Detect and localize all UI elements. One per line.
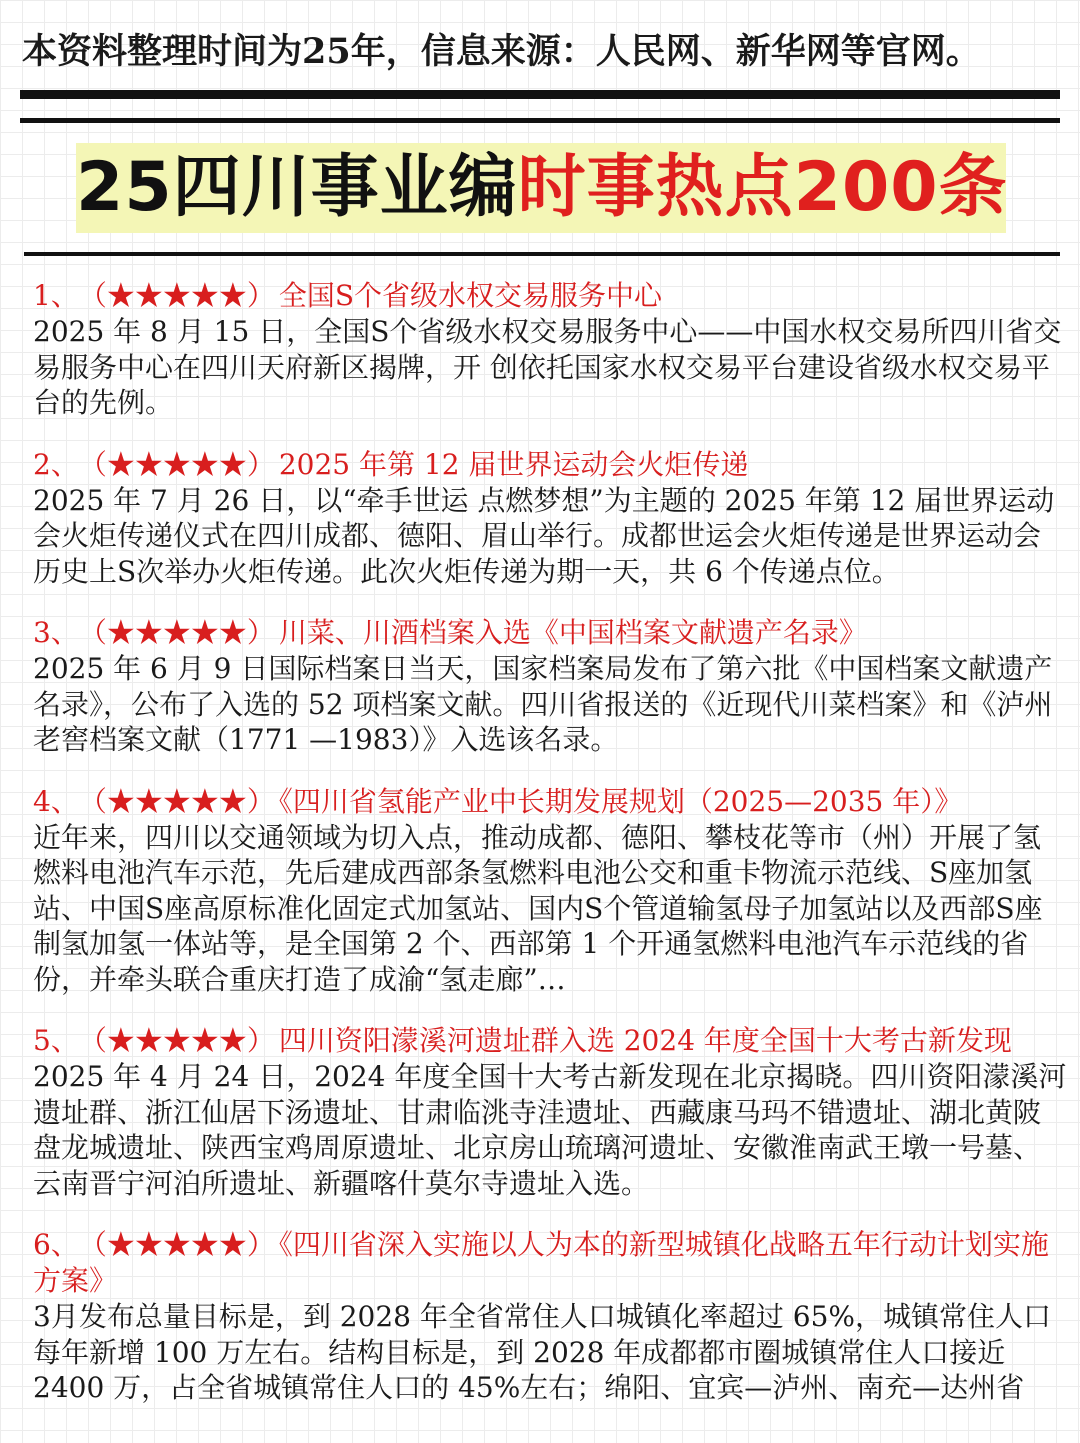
news-item: [33, 1227, 1068, 1406]
item-number: 1、: [33, 279, 79, 312]
item-number: 4、: [33, 784, 79, 818]
news-item: [33, 784, 1068, 998]
news-item: [33, 615, 1068, 758]
item-title: 2025 年第 12 届世界运动会火炬传递: [278, 447, 749, 481]
news-item-heading: [33, 1023, 1068, 1059]
rating-stars: （★★★★★）: [92, 447, 275, 481]
news-item: [33, 1023, 1068, 1201]
rating-stars: （★★★★★）: [92, 279, 275, 312]
news-item-heading: [33, 1227, 1068, 1299]
item-title: 川菜、川酒档案入选《中国档案文献遗产名录》: [278, 616, 867, 649]
rating-stars: （★★★★★）: [92, 1024, 275, 1057]
item-body: 近年来，四川以交通领域为切入点，推动成都、德阳、攀枝花等市（州）开展了氢燃料电池汽车示范，先后建成西部条氢燃料电池公交和重卡物流示范线、S座加氢站、中国S座高原标准化固定式加氢站、国内S个管道输氢母子加氢站以及西部S座制氢加氢一体站等，是全国第 2 个、西部第 1 个开通氢燃料电池汽车示范线的省份，并牵头联合重庆打造了成渝“氢走廊”…: [33, 820, 1043, 996]
title-part-2: 时事热点200条: [517, 148, 1008, 227]
rating-stars: （★★★★★）: [92, 784, 275, 818]
item-title: 《四川省氢能产业中长期发展规划（2025—2035 年）》: [278, 784, 963, 818]
news-item-heading: [33, 447, 1068, 483]
item-title: 全国S个省级水权交易服务中心: [278, 279, 663, 312]
rating-stars: （★★★★★）: [92, 616, 275, 649]
page-title: [76, 143, 1006, 233]
divider-thick: [20, 90, 1060, 99]
news-item-heading: [33, 278, 1068, 314]
item-body: 2025 年 6 月 9 日国际档案日当天，国家档案局发布了第六批《中国档案文献遗产名录》，公布了入选的 52 项档案文献。四川省报送的《近现代川菜档案》和《泸州老窖档案文献（1771 —1983）》入选该名录。: [33, 652, 1053, 756]
item-body: 2025 年 7 月 26 日，以“牵手世运 点燃梦想”为主题的 2025 年第 12 届世界运动会火炬传递仪式在四川成都、德阳、眉山举行。成都世运会火炬传递是世界运动会历史上S次举办火炬传递。此次火炬传递为期一天，共 6 个传递点位。: [33, 483, 1055, 588]
item-number: 3、: [33, 616, 79, 649]
item-body: 2025 年 4 月 24 日，2024 年度全国十大考古新发现在北京揭晓。四川资阳濛溪河遗址群、浙江仙居下汤遗址、甘肃临洮寺洼遗址、西藏康马玛不错遗址、湖北黄陂盘龙城遗址、陕西宝鸡周原遗址、北京房山琉璃河遗址、安徽淮南武王墩一号墓、云南晋宁河泊所遗址、新疆喀什莫尔寺遗址入选。: [33, 1060, 1067, 1200]
divider-under-title: [24, 252, 1060, 256]
item-number: 6、: [33, 1228, 79, 1261]
news-item: [33, 447, 1068, 590]
news-item-heading: [33, 615, 1068, 651]
news-item-heading: [33, 784, 1068, 820]
title-part-1: 25四川事业编: [76, 148, 518, 227]
item-number: 5、: [33, 1024, 79, 1057]
rating-stars: （★★★★★）: [92, 1228, 275, 1261]
item-title: 四川资阳濛溪河遗址群入选 2024 年度全国十大考古新发现: [278, 1024, 1012, 1057]
divider-thin: [20, 118, 1060, 123]
item-number: 2、: [33, 447, 79, 481]
item-title: 《四川省深入实施以人为本的新型城镇化战略五年行动计划实施方案》: [33, 1228, 1049, 1297]
news-list: [33, 278, 1068, 1432]
item-body: 2025 年 8 月 15 日，全国S个省级水权交易服务中心——中国水权交易所四川省交易服务中心在四川天府新区揭牌，开 创依托国家水权交易平台建设省级水权交易平台的先例。: [33, 315, 1062, 419]
source-note: 本资料整理时间为25年，信息来源：人民网、新华网等官网。: [22, 31, 981, 72]
item-body: 3月发布总量目标是，到 2028 年全省常住人口城镇化率超过 65%，城镇常住人口每年新增 100 万左右。结构目标是，到 2028 年成都都市圈城镇常住人口接近 2400 万，占全省城镇常住人口的 45%左右；绵阳、宜宾—泸州、南充—达州省: [33, 1300, 1052, 1404]
news-item: [33, 278, 1068, 421]
